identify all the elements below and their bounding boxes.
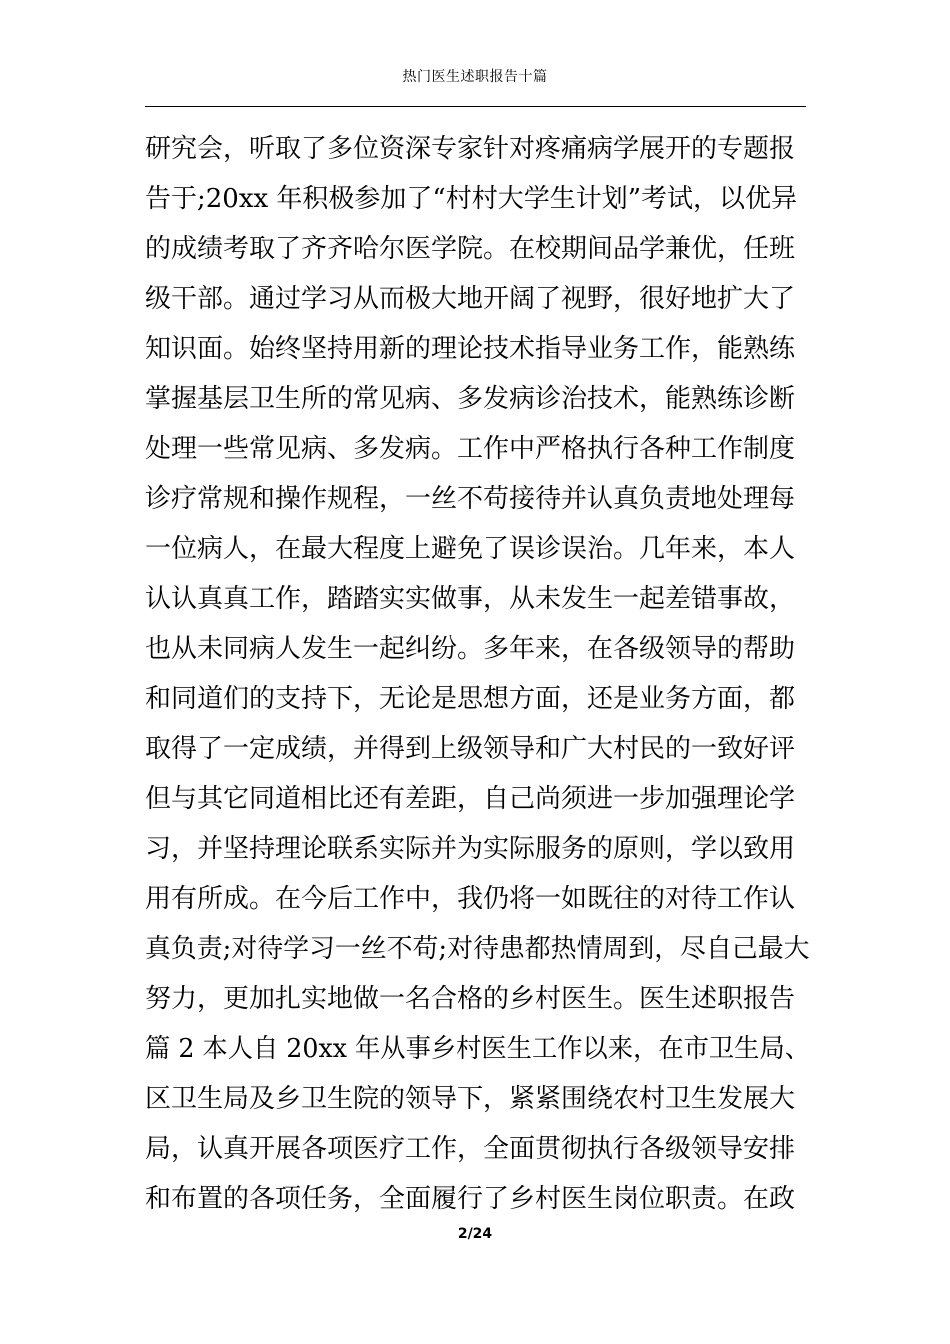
text-line: 处理一些常见病、多发病。工作中严格执行各种工作制度 <box>145 434 796 464</box>
text-line: 但与其它同道相比还有差距，自己尚须进一步加强理论学 <box>145 784 796 814</box>
text-line: 诊疗常规和操作规程，一丝不苟接待并认真负责地处理每 <box>145 484 796 514</box>
text-line: 真负责;对待学习一丝不苟;对待患都热情周到，尽自己最大 <box>145 934 810 964</box>
text-line: 知识面。始终坚持用新的理论技术指导业务工作，能熟练 <box>145 334 796 364</box>
text-line: 区卫生局及乡卫生院的领导下，紧紧围绕农村卫生发展大 <box>145 1084 796 1114</box>
text-line: 习，并坚持理论联系实际并为实际服务的原则，学以致用 <box>145 834 796 864</box>
header-divider <box>145 106 806 107</box>
text-line: 告于;20xx 年积极参加了“村村大学生计划”考试，以优异 <box>145 184 798 214</box>
text-line: 取得了一定成绩，并得到上级领导和广大村民的一致好评 <box>145 734 796 764</box>
text-line: 篇 2 本人自 20xx 年从事乡村医生工作以来，在市卫生局、 <box>145 1034 811 1064</box>
text-line: 用有所成。在今后工作中，我仍将一如既往的对待工作认 <box>145 884 796 914</box>
body-text <box>145 124 810 1224</box>
page-header-title: 热门医生述职报告十篇 <box>402 69 548 85</box>
text-line: 也从未同病人发生一起纠纷。多年来，在各级领导的帮助 <box>145 634 796 664</box>
text-line: 的成绩考取了齐齐哈尔医学院。在校期间品学兼优，任班 <box>145 234 796 264</box>
text-line: 和同道们的支持下，无论是思想方面，还是业务方面，都 <box>145 684 796 714</box>
text-line: 掌握基层卫生所的常见病、多发病诊治技术，能熟练诊断 <box>145 384 796 414</box>
text-line: 级干部。通过学习从而极大地开阔了视野，很好地扩大了 <box>145 284 796 314</box>
text-line: 研究会，听取了多位资深专家针对疼痛病学展开的专题报 <box>145 134 796 164</box>
page-number: 2/24 <box>457 1226 493 1242</box>
text-line: 一位病人，在最大程度上避免了误诊误治。几年来，本人 <box>145 534 796 564</box>
text-line: 努力，更加扎实地做一名合格的乡村医生。医生述职报告 <box>145 984 796 1014</box>
text-line: 和布置的各项任务，全面履行了乡村医生岗位职责。在政 <box>145 1184 796 1214</box>
text-line: 认认真真工作，踏踏实实做事，从未发生一起差错事故， <box>145 584 796 614</box>
text-line: 局，认真开展各项医疗工作，全面贯彻执行各级领导安排 <box>145 1134 796 1164</box>
